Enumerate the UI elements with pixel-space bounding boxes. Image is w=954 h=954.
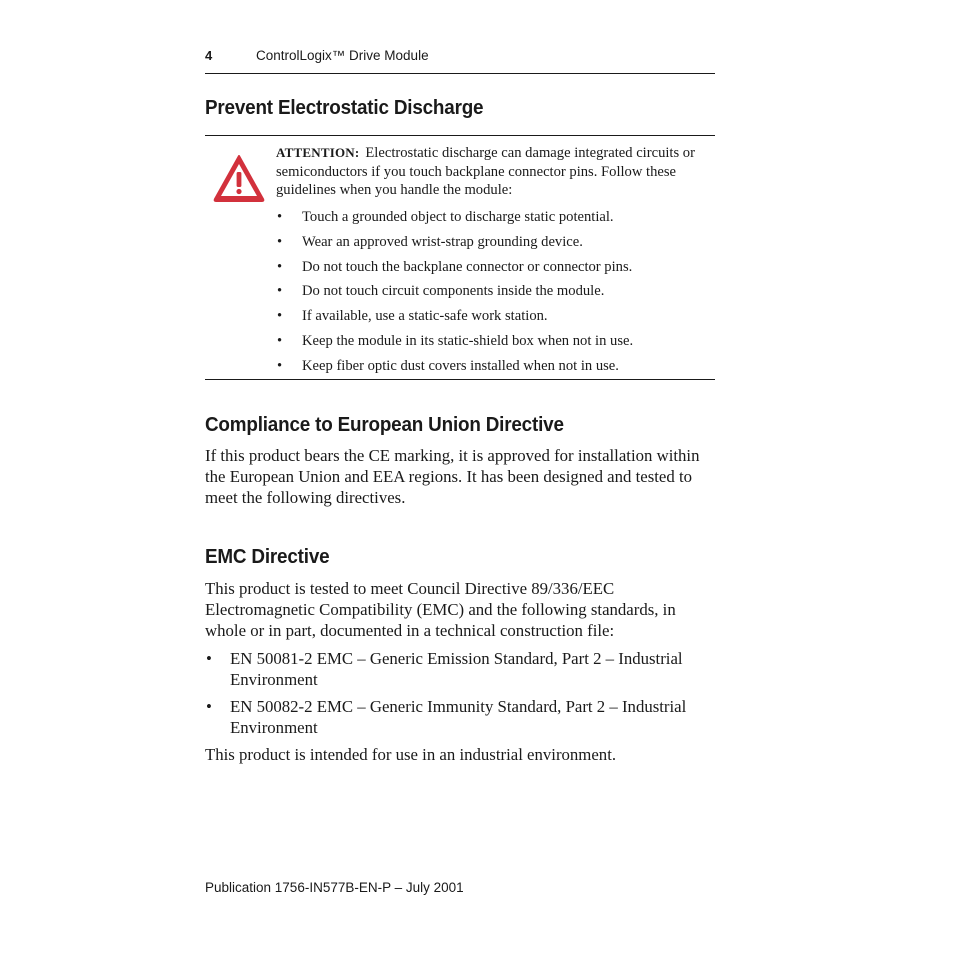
list-item: • Wear an approved wrist-strap grounding device.: [276, 233, 716, 258]
warning-triangle-icon: [212, 153, 266, 203]
list-item: • EN 50081-2 EMC – Generic Emission Standard, Part 2 – Industrial Environment: [205, 649, 717, 690]
list-item: • Keep the module in its static-shield box when not in use.: [276, 332, 716, 357]
attention-text: Electrostatic discharge can damage integrated circuits or semiconductors if you touch backplane connector pins. Follow these guidelines when you handle the module:: [276, 145, 695, 198]
list-item: • If available, use a static-safe work station.: [276, 307, 716, 332]
list-item: • EN 50082-2 EMC – Generic Immunity Standard, Part 2 – Industrial Environment: [205, 697, 717, 738]
heading-prevent-esd: Prevent Electrostatic Discharge: [205, 96, 484, 119]
heading-eu-directive: Compliance to European Union Directive: [205, 413, 564, 436]
list-item: • Do not touch circuit components inside the module.: [276, 282, 716, 307]
running-header-title: ControlLogix™ Drive Module: [256, 48, 429, 63]
list-item: • Keep fiber optic dust covers installed when not in use.: [276, 357, 716, 382]
page-number: 4: [205, 48, 213, 63]
list-item: • Do not touch the backplane connector or connector pins.: [276, 258, 716, 283]
emc-intro-paragraph: This product is tested to meet Council Directive 89/336/EEC Electromagnetic Compatibility (EMC) and the following standards, in whole or in part, documented in a technical construction file:: [205, 579, 676, 640]
attention-label: ATTENTION:: [276, 145, 360, 160]
footer-publication: Publication 1756-IN577B-EN-P – July 2001: [205, 880, 464, 895]
attention-paragraph: [276, 144, 716, 200]
heading-emc-directive: EMC Directive: [205, 545, 330, 568]
emc-standards-list: [205, 649, 717, 745]
list-item: • Touch a grounded object to discharge static potential.: [276, 208, 716, 233]
attention-box: [205, 135, 715, 380]
running-header: [205, 47, 715, 74]
esd-guidelines-list: [276, 208, 716, 382]
eu-directive-paragraph: If this product bears the CE marking, it is approved for installation within the European Union and EEA regions. It has been designed and tested to meet the following directives.: [205, 446, 700, 507]
emc-closing-paragraph: This product is intended for use in an industrial environment.: [205, 745, 617, 764]
